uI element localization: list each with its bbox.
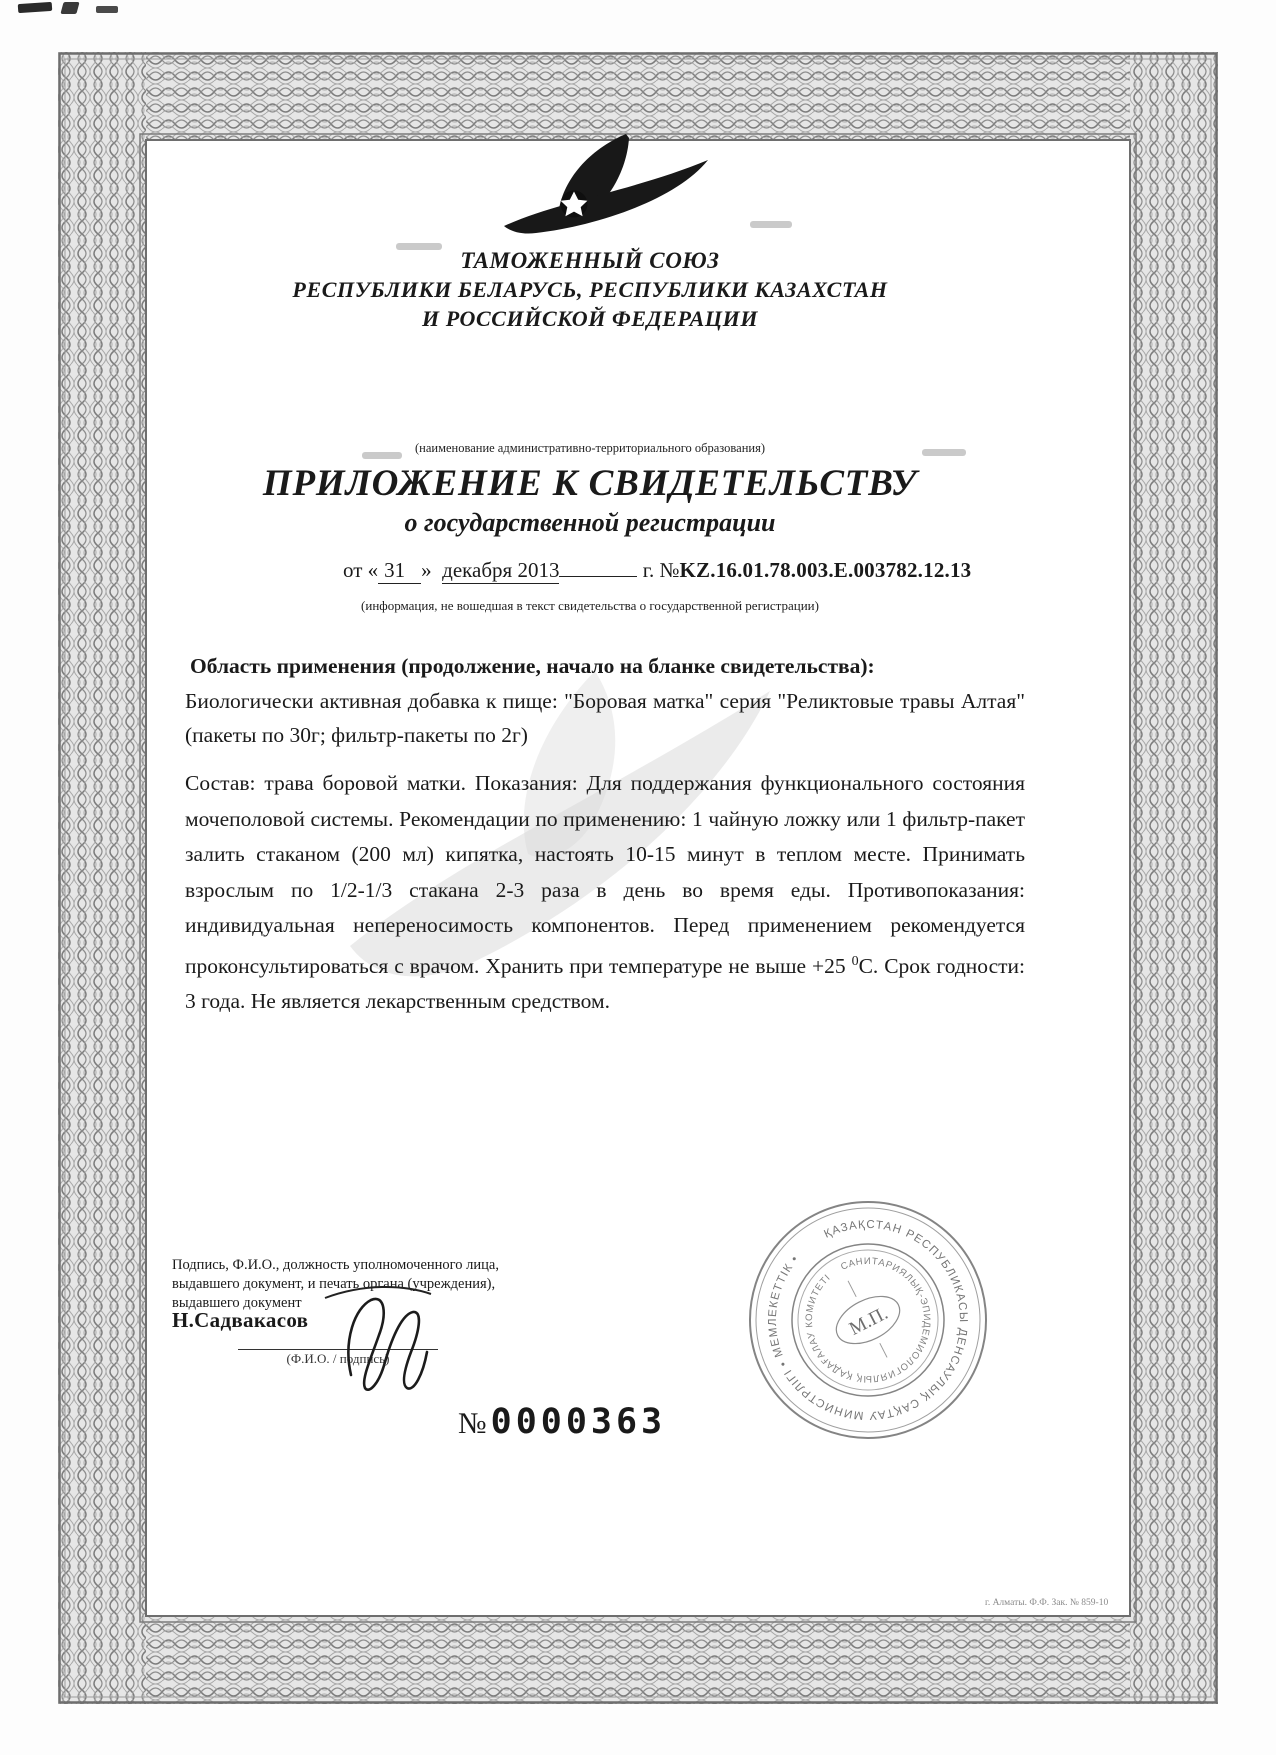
printer-note: г. Алматы. Ф.Ф. Зак. № 859-10 — [985, 1598, 1109, 1608]
date-city-label: г. — [642, 558, 655, 582]
date-blank-line — [559, 576, 637, 577]
signatory-name: Н.Садвакасов — [172, 1308, 309, 1332]
customs-union-logo — [478, 132, 714, 250]
signature-note-line1: Подпись, Ф.И.О., должность уполномоченного лица, — [172, 1257, 499, 1273]
stamp-center-label: М.П. — [846, 1302, 892, 1340]
document-title: ПРИЛОЖЕНИЕ К СВИДЕТЕЛЬСТВУ — [262, 463, 918, 504]
stamp-inner-text: САНИТАРИЯЛЫҚ-ЭПИДЕМИОЛОГИЯЛЫҚ ҚАДАҒАЛАУ КОМИТЕТІ — [803, 1256, 933, 1385]
org-name-line1: ТАМОЖЕННЫЙ СОЮЗ — [460, 248, 720, 273]
serial-number — [458, 1402, 666, 1442]
composition-part1: Состав: трава боровой матки. Показания: Для поддержания функционального состояния мочеполовой системы. Рекомендации по применению: 1 чайную ложку или 1 фильтр-пакет залить стаканом (200 мл) кипятка, настоять 10-15 минут в теплом месте. Принимать взрослым по 1/2-1/3 стакана 2-3 раза в день во время еды. Противопоказания: индивидуальная непереносимость компонентов. Перед применением рекомендуется проконсультироваться с врачом. Хранить при температуре не выше +25 — [185, 771, 1025, 978]
date-day: 31 — [378, 558, 421, 584]
serial-number-digits: 0000363 — [490, 1402, 667, 1442]
scope-text: Биологически активная добавка к пище: "Боровая матка" серия "Реликтовые травы Алтая" (пакеты по 30г; фильтр-пакеты по 2г) — [185, 689, 1025, 747]
number-label: № — [659, 558, 680, 582]
org-name — [150, 246, 1030, 333]
date-month-year: декабря 2013 — [442, 558, 560, 582]
signature-note-line2: выдавшего документ, и печать органа (учреждения), — [172, 1276, 496, 1292]
official-stamp — [738, 1190, 998, 1450]
scan-artifact — [96, 6, 118, 13]
date-line — [343, 558, 971, 583]
signature-note-line3: выдавшего документ — [172, 1295, 302, 1311]
scan-artifact — [18, 2, 53, 13]
signature-scribble — [313, 1280, 478, 1400]
composition-text — [185, 766, 1025, 1020]
registration-number: KZ.16.01.78.003.E.003782.12.13 — [679, 558, 972, 582]
composition-part2: С. Срок годности: 3 года. Не является лекарственным средством. — [185, 953, 1025, 1014]
scope-heading: Область применения (продолжение, начало на бланке свидетельства): — [190, 654, 875, 678]
date-quote-close: » — [421, 558, 432, 582]
date-prefix: от « — [343, 558, 379, 582]
document-subtitle: о государственной регистрации — [404, 508, 776, 537]
org-name-line3: И РОССИЙСКОЙ ФЕДЕРАЦИИ — [421, 306, 759, 331]
stamp-outer-text: ҚАЗАҚСТАН РЕСПУБЛИКАСЫ ДЕНСАУЛЫҚ САҚТАУ МИНИСТРЛІГІ • МЕМЛЕКЕТТІК • — [766, 1218, 970, 1422]
scan-artifact — [60, 2, 79, 14]
signature-caption: (Ф.И.О. / подпись) — [286, 1351, 390, 1366]
info-caption: (информация, не вошедшая в текст свидетельства о государственной регистрации) — [361, 598, 819, 613]
territory-caption: (наименование административно-территориального образования) — [414, 441, 766, 455]
serial-number-label: № — [458, 1407, 487, 1440]
composition-superscript: 0 — [851, 953, 859, 969]
scan-artifact — [750, 221, 792, 228]
org-name-line2: РЕСПУБЛИКИ БЕЛАРУСЬ, РЕСПУБЛИКИ КАЗАХСТАН — [292, 277, 888, 302]
